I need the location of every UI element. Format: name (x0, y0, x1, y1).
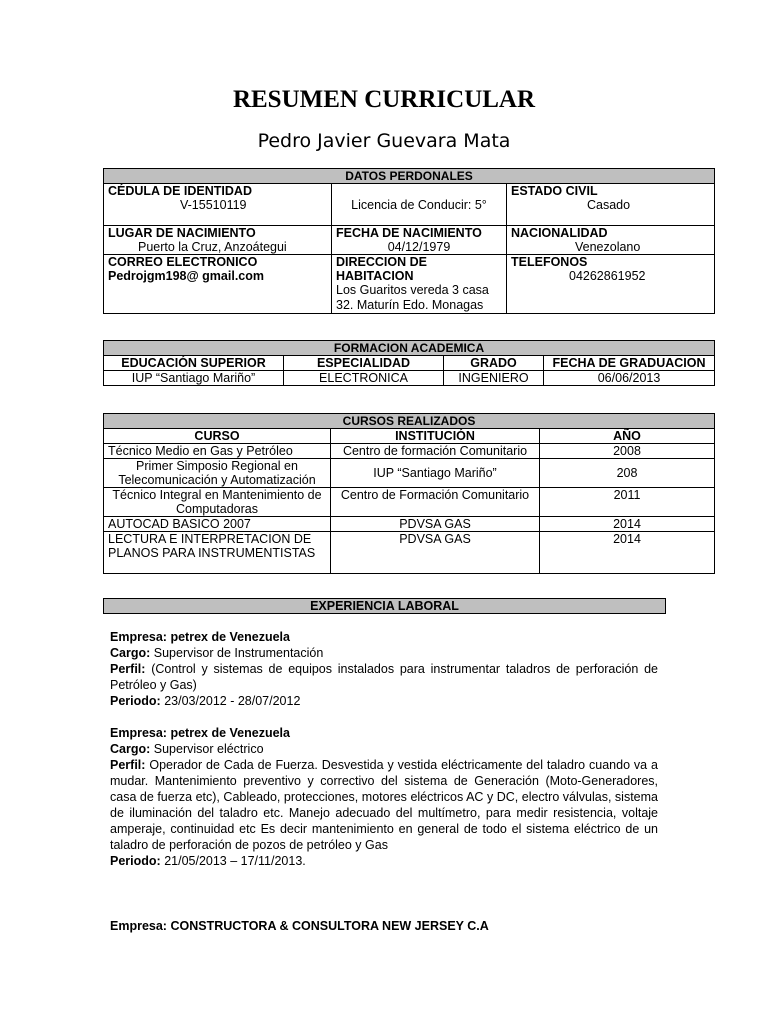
personal-data-table (103, 168, 715, 314)
periodo-label: Periodo: (110, 694, 161, 708)
candidate-name: Pedro Javier Guevara Mata (257, 130, 511, 152)
periodo-value: 21/05/2013 – 17/11/2013. (164, 854, 306, 868)
academic-grado-value: INGENIERO (444, 371, 544, 386)
fecha-label: FECHA DE NACIMIENTO (336, 226, 482, 240)
lugar-cell (104, 226, 332, 255)
course-year: 2011 (540, 488, 715, 517)
correo-label: CORREO ELECTRONICO (108, 255, 258, 269)
course-institution: Centro de Formación Comunitario (331, 488, 540, 517)
course-name: Técnico Medio en Gas y Petróleo (104, 444, 331, 459)
fecha-value: 04/12/1979 (387, 240, 451, 254)
course-year: 2008 (540, 444, 715, 459)
job-entry (110, 629, 658, 709)
academic-educacion-value: IUP “Santiago Mariño” (104, 371, 284, 386)
courses-header: CURSOS REALIZADOS (104, 414, 715, 429)
estado-civil-cell (507, 184, 715, 226)
perfil-value: (Control y sistemas de equipos instalados para instrumentar taladros de perforación de Petróleo y Gas) (110, 662, 658, 692)
cedula-value: V-15510119 (180, 198, 247, 212)
estado-civil-label: ESTADO CIVIL (511, 184, 598, 198)
course-name: Primer Simposio Regional en Telecomunicación y Automatización (104, 459, 331, 488)
page-title: RESUMEN CURRICULAR (232, 86, 536, 113)
table-row (104, 517, 715, 532)
empresa-value: CONSTRUCTORA & CONSULTORA NEW JERSEY C.A (170, 919, 489, 933)
lugar-label: LUGAR DE NACIMIENTO (108, 226, 256, 240)
direccion-label: DIRECCION DE HABITACION (336, 255, 427, 283)
course-year: 2014 (540, 517, 715, 532)
cargo-label: Cargo: (110, 742, 151, 756)
telefonos-label: TELEFONOS (511, 255, 588, 269)
table-row (104, 371, 715, 386)
fecha-cell (332, 226, 507, 255)
empresa-label: Empresa: (110, 919, 167, 933)
cargo-label: Cargo: (110, 646, 151, 660)
cargo-value: Supervisor eléctrico (153, 742, 264, 756)
table-row (104, 444, 715, 459)
correo-value: Pedrojgm198@ gmail.com (108, 269, 264, 283)
experience-header: EXPERIENCIA LABORAL (104, 599, 666, 614)
estado-civil-value: Casado (587, 198, 631, 212)
courses-col-institucion: INSTITUCIÓN (331, 429, 540, 444)
periodo-label: Periodo: (110, 854, 161, 868)
telefonos-value: 04262861952 (569, 269, 646, 283)
course-name: Técnico Integral en Mantenimiento de Computadoras (104, 488, 331, 517)
course-name: LECTURA E INTERPRETACION DE PLANOS PARA INSTRUMENTISTAS (104, 532, 331, 574)
telefonos-cell (507, 255, 715, 314)
academic-col-fecha: FECHA DE GRADUACION (544, 356, 715, 371)
cargo-value: Supervisor de Instrumentación (153, 646, 324, 660)
course-year: 208 (540, 459, 715, 488)
job-entry (110, 918, 658, 934)
courses-table (103, 413, 715, 574)
course-institution: Centro de formación Comunitario (331, 444, 540, 459)
nacionalidad-cell (507, 226, 715, 255)
academic-table (103, 340, 715, 386)
periodo-value: 23/03/2012 - 28/07/2012 (164, 694, 301, 708)
academic-fecha-value: 06/06/2013 (544, 371, 715, 386)
empresa-value: petrex de Venezuela (170, 630, 290, 644)
perfil-value: Operador de Cada de Fuerza. Desvestida y vestida eléctricamente del taladro cuando va a mudar. Mantenimiento preventivo y correctivo del sistema de Generación (Moto-Generadores, casa de fuerza etc), Cableado, protecciones, motores eléctricos AC y DC, electro válvulas, sistema de iluminación del taladro etc. Manejo adecuado del multímetro, para medir resistencia, voltaje amperaje, continuidad etc Es decir mantenimiento en general de todo el sistema eléctrico de un taladro de perforación de pozos de petróleo y Gas (110, 758, 658, 852)
course-year: 2014 (540, 532, 715, 574)
licencia-value: Licencia de Conducir: 5° (332, 184, 507, 226)
table-row (104, 459, 715, 488)
direccion-cell (332, 255, 507, 314)
cedula-label: CÉDULA DE IDENTIDAD (108, 184, 252, 198)
courses-col-curso: CURSO (104, 429, 331, 444)
academic-col-educacion: EDUCACIÓN SUPERIOR (104, 356, 284, 371)
perfil-label: Perfil: (110, 758, 146, 772)
course-institution: PDVSA GAS (331, 532, 540, 574)
empresa-label: Empresa: (110, 726, 167, 740)
personal-data-header: DATOS PERDONALES (104, 169, 715, 184)
correo-cell (104, 255, 332, 314)
course-institution: PDVSA GAS (331, 517, 540, 532)
perfil-label: Perfil: (110, 662, 146, 676)
empresa-value: petrex de Venezuela (170, 726, 290, 740)
table-row (104, 532, 715, 574)
academic-header: FORMACION ACADEMICA (104, 341, 715, 356)
courses-col-anio: AÑO (540, 429, 715, 444)
experience-header-table (103, 598, 666, 614)
academic-especialidad-value: ELECTRONICA (284, 371, 444, 386)
empresa-label: Empresa: (110, 630, 167, 644)
nacionalidad-value: Venezolano (575, 240, 641, 254)
course-name: AUTOCAD BASICO 2007 (104, 517, 331, 532)
job-entry (110, 725, 658, 869)
academic-col-grado: GRADO (444, 356, 544, 371)
course-institution: IUP “Santiago Mariño” (331, 459, 540, 488)
academic-col-especialidad: ESPECIALIDAD (284, 356, 444, 371)
nacionalidad-label: NACIONALIDAD (511, 226, 608, 240)
lugar-value: Puerto la Cruz, Anzoátegui (138, 240, 287, 254)
cedula-cell (104, 184, 332, 226)
table-row (104, 488, 715, 517)
direccion-value: Los Guaritos vereda 3 casa 32. Maturín Edo. Monagas (336, 283, 489, 312)
